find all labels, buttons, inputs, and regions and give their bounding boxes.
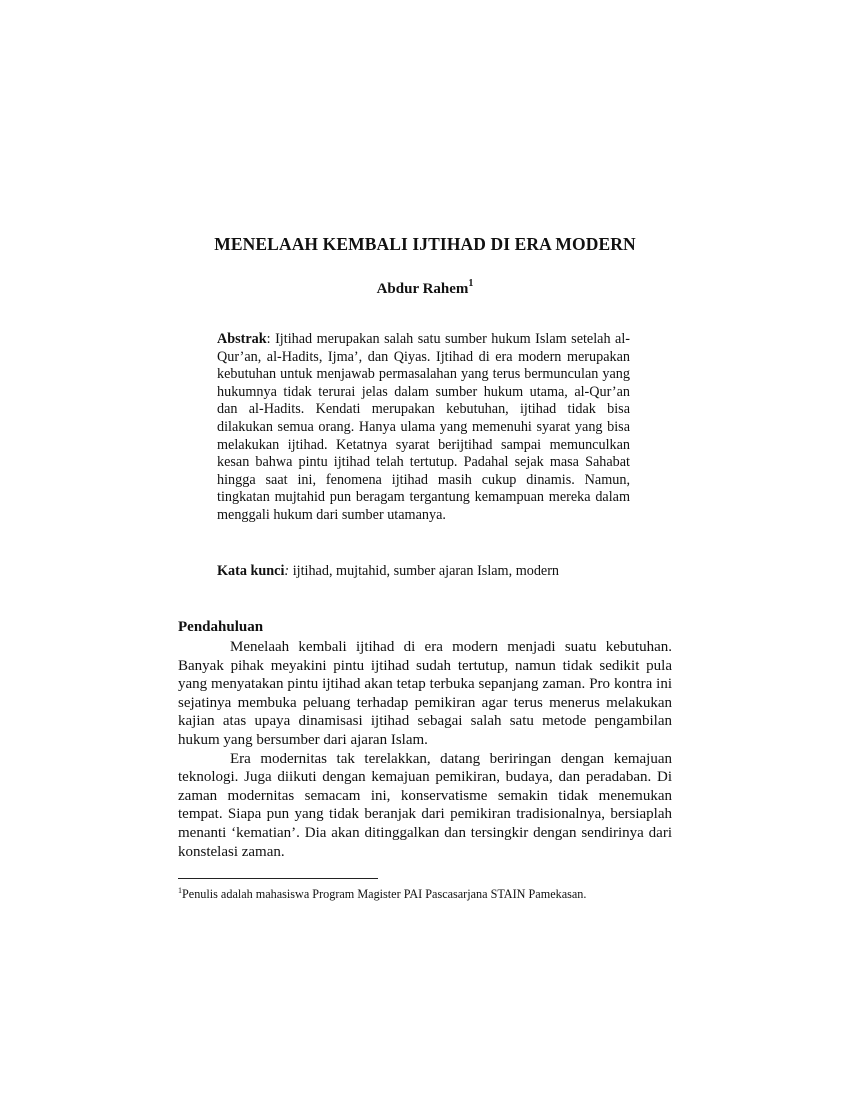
keywords-colon: : bbox=[284, 563, 290, 579]
footnote-divider bbox=[178, 878, 378, 879]
author-line bbox=[0, 279, 850, 298]
abstract-label: Abstrak bbox=[217, 331, 267, 347]
body-text bbox=[178, 638, 672, 861]
body-paragraph-1: Menelaah kembali ijtihad di era modern menjadi suatu kebutuhan. Banyak pihak meyakini pintu ijtihad sudah tertutup, namun tidak sedikit pula yang menyatakan pintu ijtihad akan tetap terbuka sepanjang zaman. Pro kontra ini sejatinya membuka peluang terhadap pemikiran agar terus menerus melakukan kajian atas upaya dinamisasi ijtihad sebagai salah satu metode pengambilan hukum yang bersumber dari ajaran Islam. bbox=[178, 639, 672, 748]
body-paragraph-2: Era modernitas tak terelakkan, datang beriringan dengan kemajuan teknologi. Juga diikuti dengan kemajuan pemikiran, budaya, dan peradaban. Di zaman modernitas semacam ini, konservatisme semakin tidak menemukan tempat. Siapa pun yang tidak beranjak dari pemikiran tradisionalnya, bersiaplah menanti ‘kematian’. Dia akan ditinggalkan dan tersingkir dengan sendirinya dari konstelasi zaman. bbox=[178, 750, 672, 860]
abstract-block bbox=[217, 331, 630, 525]
abstract-text: : Ijtihad merupakan salah satu sumber hukum Islam setelah al-Qur’an, al-Hadits, Ijma’, dan Qiyas. Ijtihad di era modern merupakan kebutuhan untuk menjawab permasalahan yang terus bermunculan yang hukumnya tidak terurai jelas dalam sumber hukum utama, al-Qur’an dan al-Hadits. Kendati merupakan kebutuhan, ijtihad tidak bisa dilakukan semua orang. Hanya ulama yang memenuhi syarat yang bisa melakukan ijtihad. Ketatnya syarat berijtihad sampai memunculkan kesan bahwa pintu ijtihad telah tertutup. Padahal sejak masa Sahabat hingga saat ini, fenomena ijtihad masih cukup dinamis. Namun, tingkatan mujtahid pun beragam tergantung kemampuan mereka dalam menggali hukum dari sumber utamanya. bbox=[217, 331, 630, 523]
footnote-mark: 1 bbox=[178, 886, 182, 895]
keywords-text: ijtihad, mujtahid, sumber ajaran Islam, modern bbox=[289, 563, 560, 579]
author-name: Abdur Rahem bbox=[376, 281, 469, 297]
keywords-label: Kata kunci bbox=[217, 563, 285, 579]
keywords-line bbox=[217, 563, 637, 580]
paper-title: MENELAAH KEMBALI IJTIHAD DI ERA MODERN bbox=[214, 234, 636, 254]
footnote-text: Penulis adalah mahasiswa Program Magister PAI Pascasarjana STAIN Pamekasan. bbox=[182, 887, 587, 902]
section-heading: Pendahuluan bbox=[178, 619, 264, 635]
footnote bbox=[178, 886, 678, 902]
author-footnote-mark: 1 bbox=[468, 278, 474, 289]
